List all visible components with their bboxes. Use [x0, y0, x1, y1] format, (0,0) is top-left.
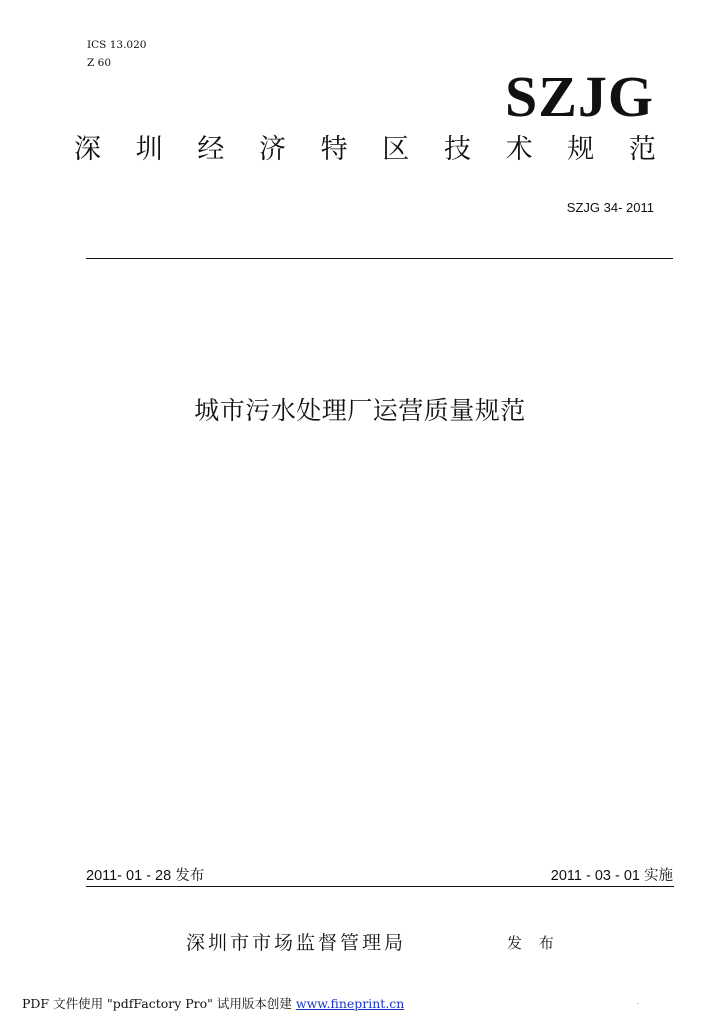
publish-label: 发 布	[507, 934, 560, 952]
footer-text: PDF 文件使用 "pdfFactory Pro" 试用版本创建	[22, 996, 296, 1011]
series-char: 圳	[135, 134, 163, 165]
document-title: 城市污水处理厂运营质量规范	[194, 396, 526, 425]
series-char: 经	[197, 134, 225, 165]
standard-series-title	[74, 132, 656, 168]
series-char: 区	[382, 134, 410, 165]
issue-date: 2011- 01 - 28 发布	[86, 868, 205, 884]
ccs-code: Z 60	[87, 57, 111, 69]
standard-brand: SZJG	[504, 64, 654, 129]
series-char: 范	[628, 134, 656, 165]
series-char: 济	[258, 134, 286, 165]
standard-number: SZJG 34- 2011	[566, 200, 654, 215]
series-char: 特	[320, 134, 348, 165]
publisher-name: 深圳市市场监督管理局	[186, 932, 407, 954]
corner-mark: -	[637, 1000, 640, 1007]
ics-code: ICS 13.020	[87, 39, 147, 51]
fineprint-link[interactable]: www.fineprint.cn	[295, 996, 405, 1011]
footer-divider	[86, 886, 674, 887]
series-char: 规	[567, 134, 595, 165]
series-char: 深	[74, 134, 101, 165]
series-char: 术	[505, 134, 533, 165]
series-char: 技	[443, 134, 471, 165]
effective-date: 2011 - 03 - 01 实施	[550, 868, 673, 884]
pdf-watermark-footer	[22, 995, 404, 1013]
header-divider	[86, 258, 673, 259]
